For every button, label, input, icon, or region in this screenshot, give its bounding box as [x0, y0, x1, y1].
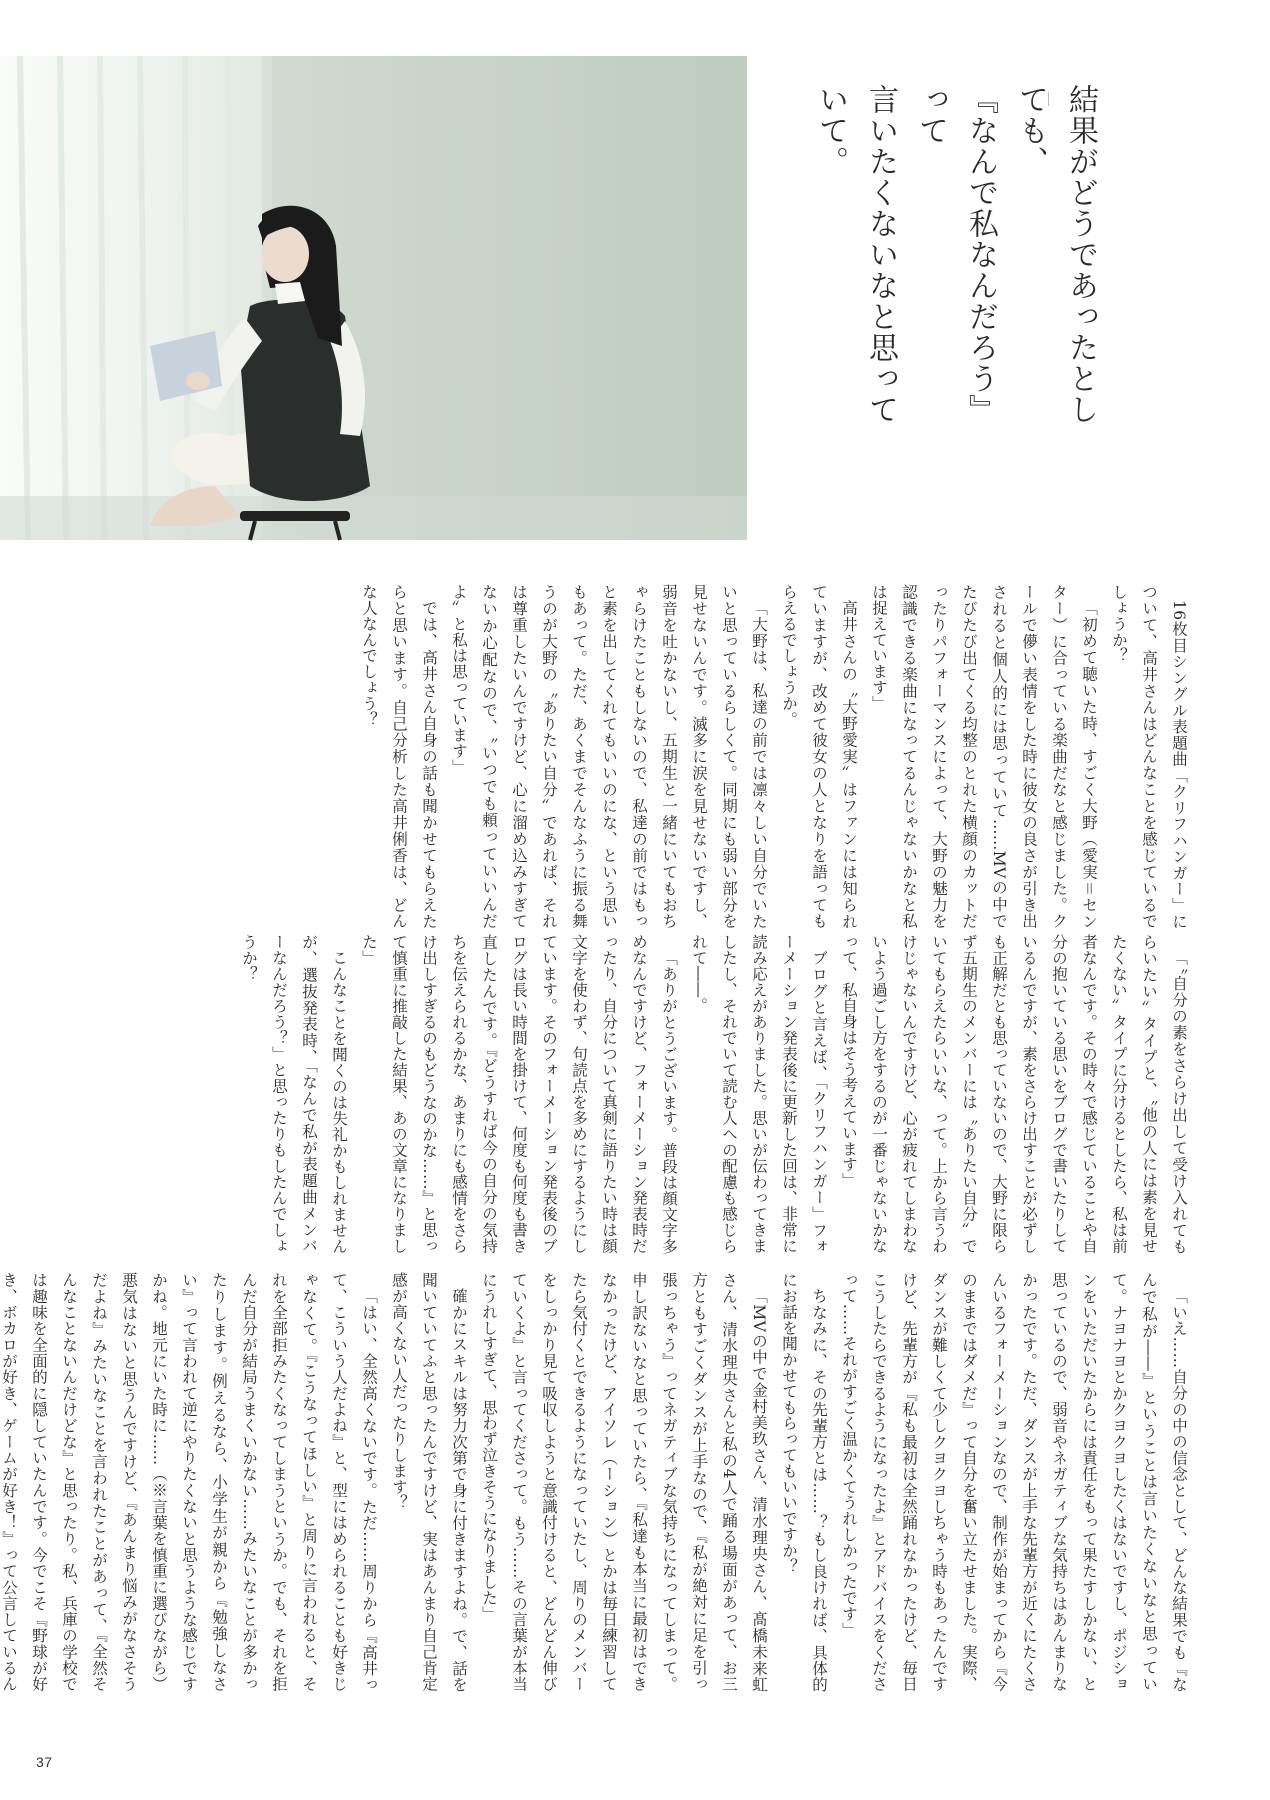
paragraph: 「MVの中で金村美玖さん、清水理央さん、髙橋未来虹さん、清水理央さんと私の4人で踊る場面があって、お三方ともすごくダンスが上手なので、『私が絶対に足を引っ張っちゃう』ってネガティブな気持ちになってしまって。申し訳ないなと思っていたら、『私達も本当に最初はできなかったけど、アイソレ（ーション）とかは毎日練習してたら気付くとできるようになっていたし、周りのメンバーをしっかり見て吸収しようと意識付けると、どんどん伸びていくよ』と言ってくださって。もう……その言葉が本当にうれしすぎて、思わず泣きそうになりました」 [480, 1272, 768, 1692]
headline-line: 『なんで私なんだろう』って [913, 84, 998, 425]
headline-line: 言いたくないなと思っていて。 [813, 84, 898, 425]
paragraph: 高井さんの〝大野愛実〟はファンには知られていますが、改めて彼女の人となりを語ってもらえるでしょうか。 [780, 584, 858, 929]
article-body [90, 934, 1194, 1254]
article-body-bottom [0, 1272, 1194, 1692]
paragraph: こんなことを聞くのは失礼かもしれませんが、選抜発表時、「なんで私が表題曲メンバーなんだろう？」と思ったりもしたんでしょうか？ [240, 934, 348, 1254]
paragraph: 「いえ……自分の中の信念として、どんな結果でも『なんで私が――』ということは言いたくないなと思っていて。ナヨナヨとかクヨクヨしたくはないですし、ポジションをいただいたからには責任をもって果たすしかない、と思っているので、弱音やネガティブな気持ちはあんまりなかったです。ただ、ダンスが上手な先輩方が近くにたくさんいるフォーメーションなので、制作が始まってから『今のままではダメだ』って自分を奮い立たせました。実際、ダンスが難しくて少しクヨクヨしちゃう時もあったんですけど、先輩方が『私も最初は全然踊れなかったけど、毎日こうしたらできるようになったよ』とアドバイスをくださって……それがすごく温かくてうれしかったです」 [840, 1272, 1188, 1692]
paragraph: 「大野は、私達の前では凛々しい自分でいたいと思っているらしくて。同期にも弱い部分を見せないんです。滅多に涙を見せないですし、弱音を吐かないし、五期生と一緒にいてもおちゃらけたこともしないので、私達の前ではもっと素を出してくれてもいいのにな、という思いもあって。ただ、あくまでそんなふうに振る舞うのが大野の〝ありたい自分〟であれば、それは尊重したいんですけど、心に溜め込みすぎてないか心配なので、〝いつでも頼っていいんだよ〟と私は思っています」 [450, 584, 768, 929]
paragraph: ブログと言えば、「クリフハンガー」フォーメーション発表後に更新した回は、非常に読み応えがありました。思いが伝わってきましたし、それでいて読む人への配慮も感じられて――。 [690, 934, 828, 1254]
paragraph: 「初めて聴いた時、すごく大野（愛実＝センター）に合っている楽曲だなと感じました。クールで儚い表情をした時に彼女の良さが引き出されると個人的には思っていて……MVの中でたびたび出てくる均整のとれた横顔のカットだったりパフォーマンスによって、大野の魅力を認識できる楽曲になってるんじゃないかなと私は捉えています」 [870, 584, 1098, 929]
paragraph: 「〝自分の素をさらけ出して受け入れてもらいたい〟タイプと、〝他の人には素を見せたくない〟タイプに分けるとしたら、私は前者なんです。その時々で感じていることや自分の抱いている思いをブログで書いたりしているんですが、素をさらけ出すことが必ずしも正解だとも思っていないので、大野に限らず五期生のメンバーには〝ありたい自分〟でいてもらえたらいいな、って。上から言うわけじゃないんですけど、心が疲れてしまわないよう過ごし方をするのが一番じゃないかなって、私自身はそう考えています」 [840, 934, 1188, 1254]
headline [813, 84, 1105, 454]
headline-line: 結果がどうであったとしても、 [1013, 84, 1098, 425]
photo-illustration [0, 56, 747, 540]
portrait-photo [0, 56, 747, 540]
paragraph: 16枚目シングル表題曲「クリフハンガー」について、高井さんはどんなことを感じているでしょうか？ [1110, 584, 1188, 929]
paragraph: 「ありがとうございます。普段は顔文字多めなんですけど、フォーメーション発表時だったり、自分について真剣に語りたい時は顔文字を使わず、句読点を多めにするようにしています。そのフォーメーション発表後のブログは長い時間を掛けて、何度も何度も書き直したんです。『どうすれば今の自分の気持ちを伝えられるかな、あまりにも感情をさらけ出しすぎるのもどうなのかな……』と思って慎重に推敲した結果、あの文章になりました」 [360, 934, 678, 1254]
paragraph: では、高井さん自身の話も聞かせてもらえたらと思います。自己分析した高井俐香は、どんな人なんでしょう？ [360, 584, 438, 929]
paragraph: ちなみに、その先輩方とは……？もし良ければ、具体的にお話を聞かせてもらってもいいですか？ [780, 1272, 828, 1692]
article-body-top [90, 584, 1194, 929]
page-number: 37 [36, 1754, 53, 1770]
paragraph: 確かにスキルは努力次第で身に付きますよね。で、話を聞いていてふと思ったんですけど、実はあんまり自己肯定感が高くない人だったりします？ [390, 1272, 468, 1692]
paragraph: 「はい、全然高くないです。ただ……周りから『高井って、こういう人だよね』と、型にはめられることも好きじゃなくて。『こうなってほしい』と周りに言われると、それを全部拒みたくなってしまうというか。でも、それを拒んだ自分が結局うまくいかない……みたいなことが多かったりします。例えるなら、小学生が親から『勉強しなさい』って言われて逆にやりたくないと思うような感じですかね。地元にいた時に……（※言葉を慎重に選びながら）悪気はないと思うんですけど、『あんまり悩みがなさそうだよね』みたいなことを言われたことがあって、『全然そんなことないんだけどな』と思ったり。私、兵庫の学校では趣味を全面的に隠していたんです。今でこそ『野球が好き、ボカロが好き、ゲームが好き！』って公言しているん [0, 1272, 378, 1692]
